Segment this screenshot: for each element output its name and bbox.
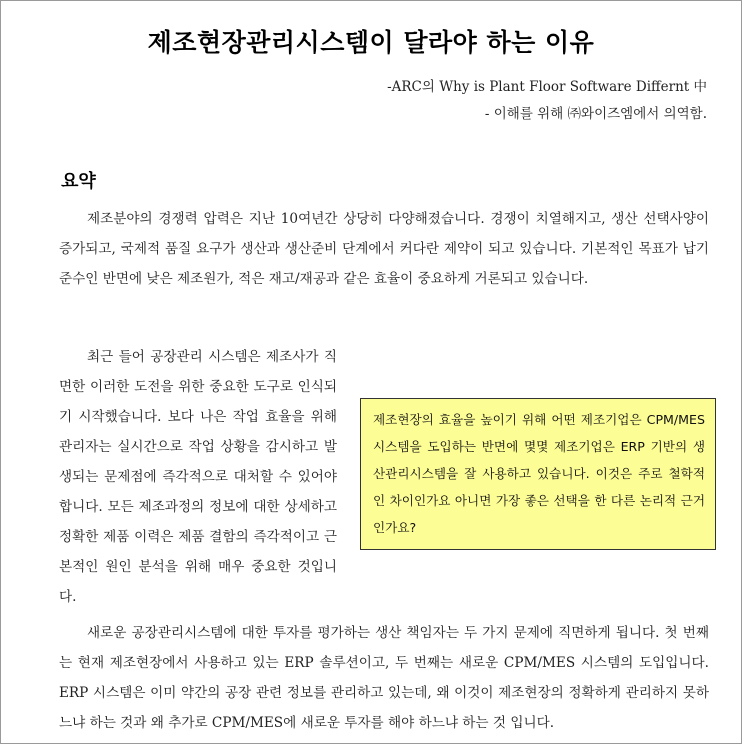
paragraph-2: 최근 들어 공장관리 시스템은 제조사가 직면한 이러한 도전을 위한 중요한 도구로 인식되기 시작했습니다. 보다 나은 작업 효율을 위해 관리자는 실시간으로 작업 상황을 감시하고 발생되는 문제점에 즉각적으로 대처할 수 있어야 합니다. 모든 제조과정의 정보에 대한 상세하고 정확한 제품 이력은 제품 결함의 즉각적이고 근본적인 원인 분석을 위해 매우 중요한 것입니다. xyxy=(59,349,337,605)
callout-box: 제조현장의 효율을 높이기 위해 어떤 제조기업은 CPM/MES 시스템을 도입하는 반면에 몇몇 제조기업은 ERP 기반의 생산관리시스템을 잘 사용하고 있습니다. 이것은 주로 철학적인 차이인가요 아니면 가장 좋은 선택을 한 다른 논리적 근거인가요? xyxy=(360,398,716,550)
paragraph-1: 제조분야의 경쟁력 압력은 지난 10여년간 상당히 다양해졌습니다. 경쟁이 치열해지고, 생산 선택사양이 증가되고, 국제적 품질 요구가 생산과 생산준비 단계에서 커다란 제약이 되고 있습니다. 기본적인 목표가 납기 준수인 반면에 낮은 제조원가, 적은 재고/재공과 같은 효율이 중요하게 거론되고 있습니다. xyxy=(59,211,709,287)
source-line: -ARC의 Why is Plant Floor Software Differnt 中 xyxy=(387,79,707,95)
section-heading: 요약 xyxy=(61,171,96,192)
translator-line: - 이해를 위해 ㈜와이즈엠에서 의역함. xyxy=(484,106,707,122)
paragraph-3: 새로운 공장관리시스템에 대한 투자를 평가하는 생산 책임자는 두 가지 문제에 직면하게 됩니다. 첫 번째는 현재 제조현장에서 사용하고 있는 ERP 솔루션이고, 두 번째는 새로운 CPM/MES 시스템의 도입입니다. ERP 시스템은 이미 약간의 공장 관련 정보를 관리하고 있는데, 왜 이것이 제조현장의 정확하게 관리하지 못하느냐 하는 것과 왜 추가로 CPM/MES에 새로운 투자를 해야 하느냐 하는 것 입니다. xyxy=(59,625,709,731)
document-title: 제조현장관리시스템이 달라야 하는 이유 xyxy=(147,28,595,57)
